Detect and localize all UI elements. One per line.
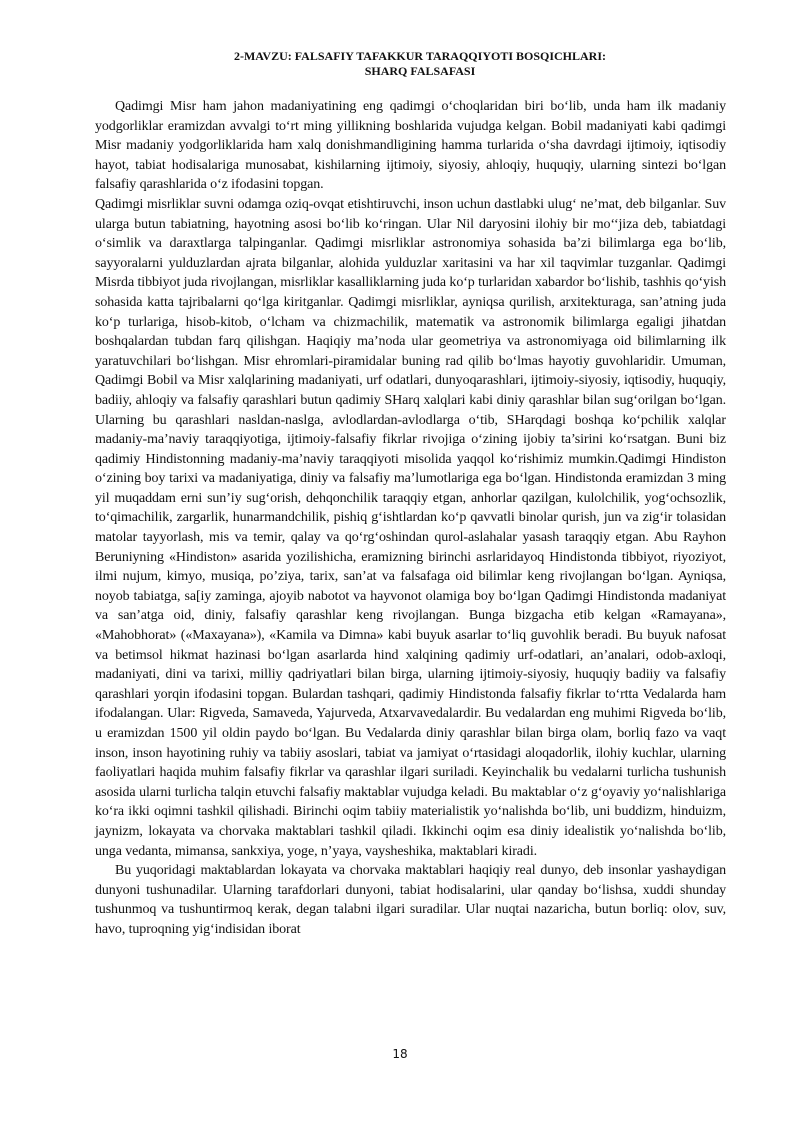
paragraph-1: Qadimgi Misr ham jahon madaniyatining eng qadimgi o‘choqlaridan biri bo‘lib, unda ham ilk madaniy yodgorliklar eramizdan avvalgi to‘rt ming yillikning boshlarida vujudga kelgan. Bobil madaniyati kabi qadimgi Misr madaniy yodgorliklarida ham xalq donishmandligining hamma turlarida o‘sha davrdagi ijtimoiy, iqtisodiy hayot, tabiat hodisalariga munosabat, kishilarning ijtimoiy, siyosiy, ahloqiy, huquqiy, ularning sintezi bo‘lgan falsafiy qarashlarida o‘z ifodasini topgan. — [95, 99, 726, 193]
paragraph-3: Bu yuqoridagi maktablardan lokayata va chorvaka maktablari haqiqiy real dunyo, deb insonlar yashaydigan dunyoni tushunadilar. Ularning tarafdorlari dunyoni, tabiat hodisalarini, ular qanday bo‘lishsa, xuddi shunday tushunmoq va tushuntirmoq kerak, degan talabni ilgari suradilar. Ular nuqtai nazaricha, butun borliq: olov, suv, havo, tuproqning yig‘indisidan iborat — [95, 863, 726, 937]
paragraph-2: Qadimgi misrliklar suvni odamga oziq-ovqat etishtiruvchi, inson uchun dastlabki ulug‘ ne’mat, deb bilganlar. Suv ularga butun tabiatning, hayotning asosi bo‘lib ko‘ringan. Ular Nil daryosini ilohiy bir mo‘‘jiza deb, tabiatdagi o‘simlik va daraxtlarga talpinganlar. Qadimgi misrliklar astronomiya sohasida ba’zi bilimlarga ega bo‘lib, sayyoralarni yulduzlardan ajrata bilganlar, alohida yulduzlar xaritasini va har xil taqvimlar tuzganlar. Qadimgi Misrda tibbiyot juda rivojlangan, misrliklar kasalliklarning juda ko‘p turlaridan xabardor bo‘lishib, tashhis qo‘yish sohasida katta tajribalarni qo‘lga kiritganlar. Qadimgi misrliklar, ayniqsa qurilish, arxitekturaga, san’atning juda ko‘p turlariga, hisob-kitob, o‘lcham va chizmachilik, matematik va astronomik bilimlarga egaligi jihatdan boshqalardan tubdan farq qilishgan. Haqiqiy ma’noda ular geometriya va astronomiyaga oid bilimlarning ilk yaratuvchilari bo‘lishgan. Misr ehromlari-piramidalar buning rad qilib bo‘lmas hayotiy guvohlaridir. Umuman, Qadimgi Bobil va Misr xalqlarining madaniyati, urf odatlari, dunyoqarashlari, ijtimoiy-siyosiy, iqtisodiy, huquqiy, badiiy, ahloqiy va falsafiy qarashlari butun qadimiy SHarq xalqlari kabi diniy qarashlar bilan sug‘orilgan bo‘lgan. Ularning bu qarashlari nasldan-naslga, avlodlardan-avlodlarga o‘tib, SHarqdagi boshqa ko‘pchilik xalqlar madaniy-ma’naviy taraqqiyotiga, ijtimoiy-falsafiy fikrlar rivojiga o‘zining ijobiy ta’sirini ko‘rsatgan. Buni biz qadimiy Hindistonning madaniy-ma’naviy taraqqiyoti misolida yaqqol ko‘rishimiz mumkin.Qadimgi Hindiston o‘zining boy tarixi va madaniyatiga, diniy va falsafiy ma’lumotlariga ega bo‘lgan. Hindistonda eramizdan 3 ming yil muqaddam erni sun’iy sug‘orish, dehqonchilik taraqqiy etgan, anhorlar qazilgan, kulolchilik, yog‘ochsozlik, to‘qimachilik, zargarlik, hunarmandchilik, pishiq g‘ishtlardan ko‘p qavvatli binolar qurish, jun va zig‘ir tolasidan matolar tayyorlash, mis va temir, qalay va qo‘rg‘oshindan qurol-aslahalar yasash taraqqiy etgan. Abu Rayhon Beruniyning «Hindiston» asarida yozilishicha, eramizning birinchi asrlaridayoq Hindistonda tibbiyot, riyoziyot, ilmi nujum, kimyo, musiqa, po’ziya, tarix, san’at va falsafaga oid bilimlar keng rivojlangan bo‘lgan. Ayniqsa, noyob tabiatga, sa[iy zaminga, ajoyib nabotot va hayvonot olamiga boy bo‘lgan Qadimgi Hindistonda madaniyat va san’atga oid, diniy, falsafiy qarashlar keng rivojlangan. Bunga bizgacha etib kelgan «Ramayana», «Mahobhorat» («Maxayana»), «Kamila va Dimna» kabi buyuk asarlar to‘liq guvohlik beradi. Bu buyuk nafosat va betimsol hikmat hazinasi bo‘lgan asarlarda hind xalqining qadimiy urf-odatlari, an’analari, odob-axloqi, madaniyati, dini va tarixi, milliy qadriyatlari bilan birga, ularning ijtimoiy-siyosiy, huquqiy badiiy va falsafiy qarashlari yorqin ifodasini topgan. Bulardan tashqari, qadimiy Hindistonda falsafiy fikrlar to‘rtta Vedalarda ham ifodalangan. Ular: Rigveda, Samaveda, Yajurveda, Atxarvavedalardir. Bu vedalardan eng muhimi Rigveda bo‘lib, u eramizdan 1500 yil oldin paydo bo‘lgan. Bu Vedalarda diniy qarashlar bilan birga olam, borliq fazo va vaqt inson, inson hayotining ruhiy va tabiiy asoslari, tabiat va jamiyat o‘rtasidagi aloqadorlik, ilohiy kuchlar, ularning faoliyatlari haqida muhim falsafiy fikrlar va qarashlar ilgari suriladi. Keyinchalik bu vedalarni turlicha tushunish asosida ularni turlicha talqin etuvchi falsafiy maktablar vujudga keladi. Bu maktablar o‘z g‘oyaviy yo‘nalishlariga ko‘ra ikki oqimni tashkil qilishadi. Birinchi oqim tabiiy materialistik yo‘nalishda bo‘lib, uni buddizm, hinduizm, jaynizm, lokayata va chorvaka maktablari tashkil qiladi. Ikkinchi oqim esa diniy idealistik yo‘nalishda bo‘lib, unga vedanta, mimansa, sankxiya, yoge, n’yaya, vaysheshika, maktablari kiradi. — [95, 196, 726, 859]
body-text — [95, 97, 726, 940]
title-line-1: 2-MAVZU: FALSAFIY TAFAKKUR TARAQQIYOTI BOSQICHLARI: — [233, 49, 607, 63]
title-line-2: SHARQ FALSAFASI — [364, 64, 476, 78]
page-title — [95, 49, 745, 79]
page-number: 18 — [392, 1047, 408, 1061]
